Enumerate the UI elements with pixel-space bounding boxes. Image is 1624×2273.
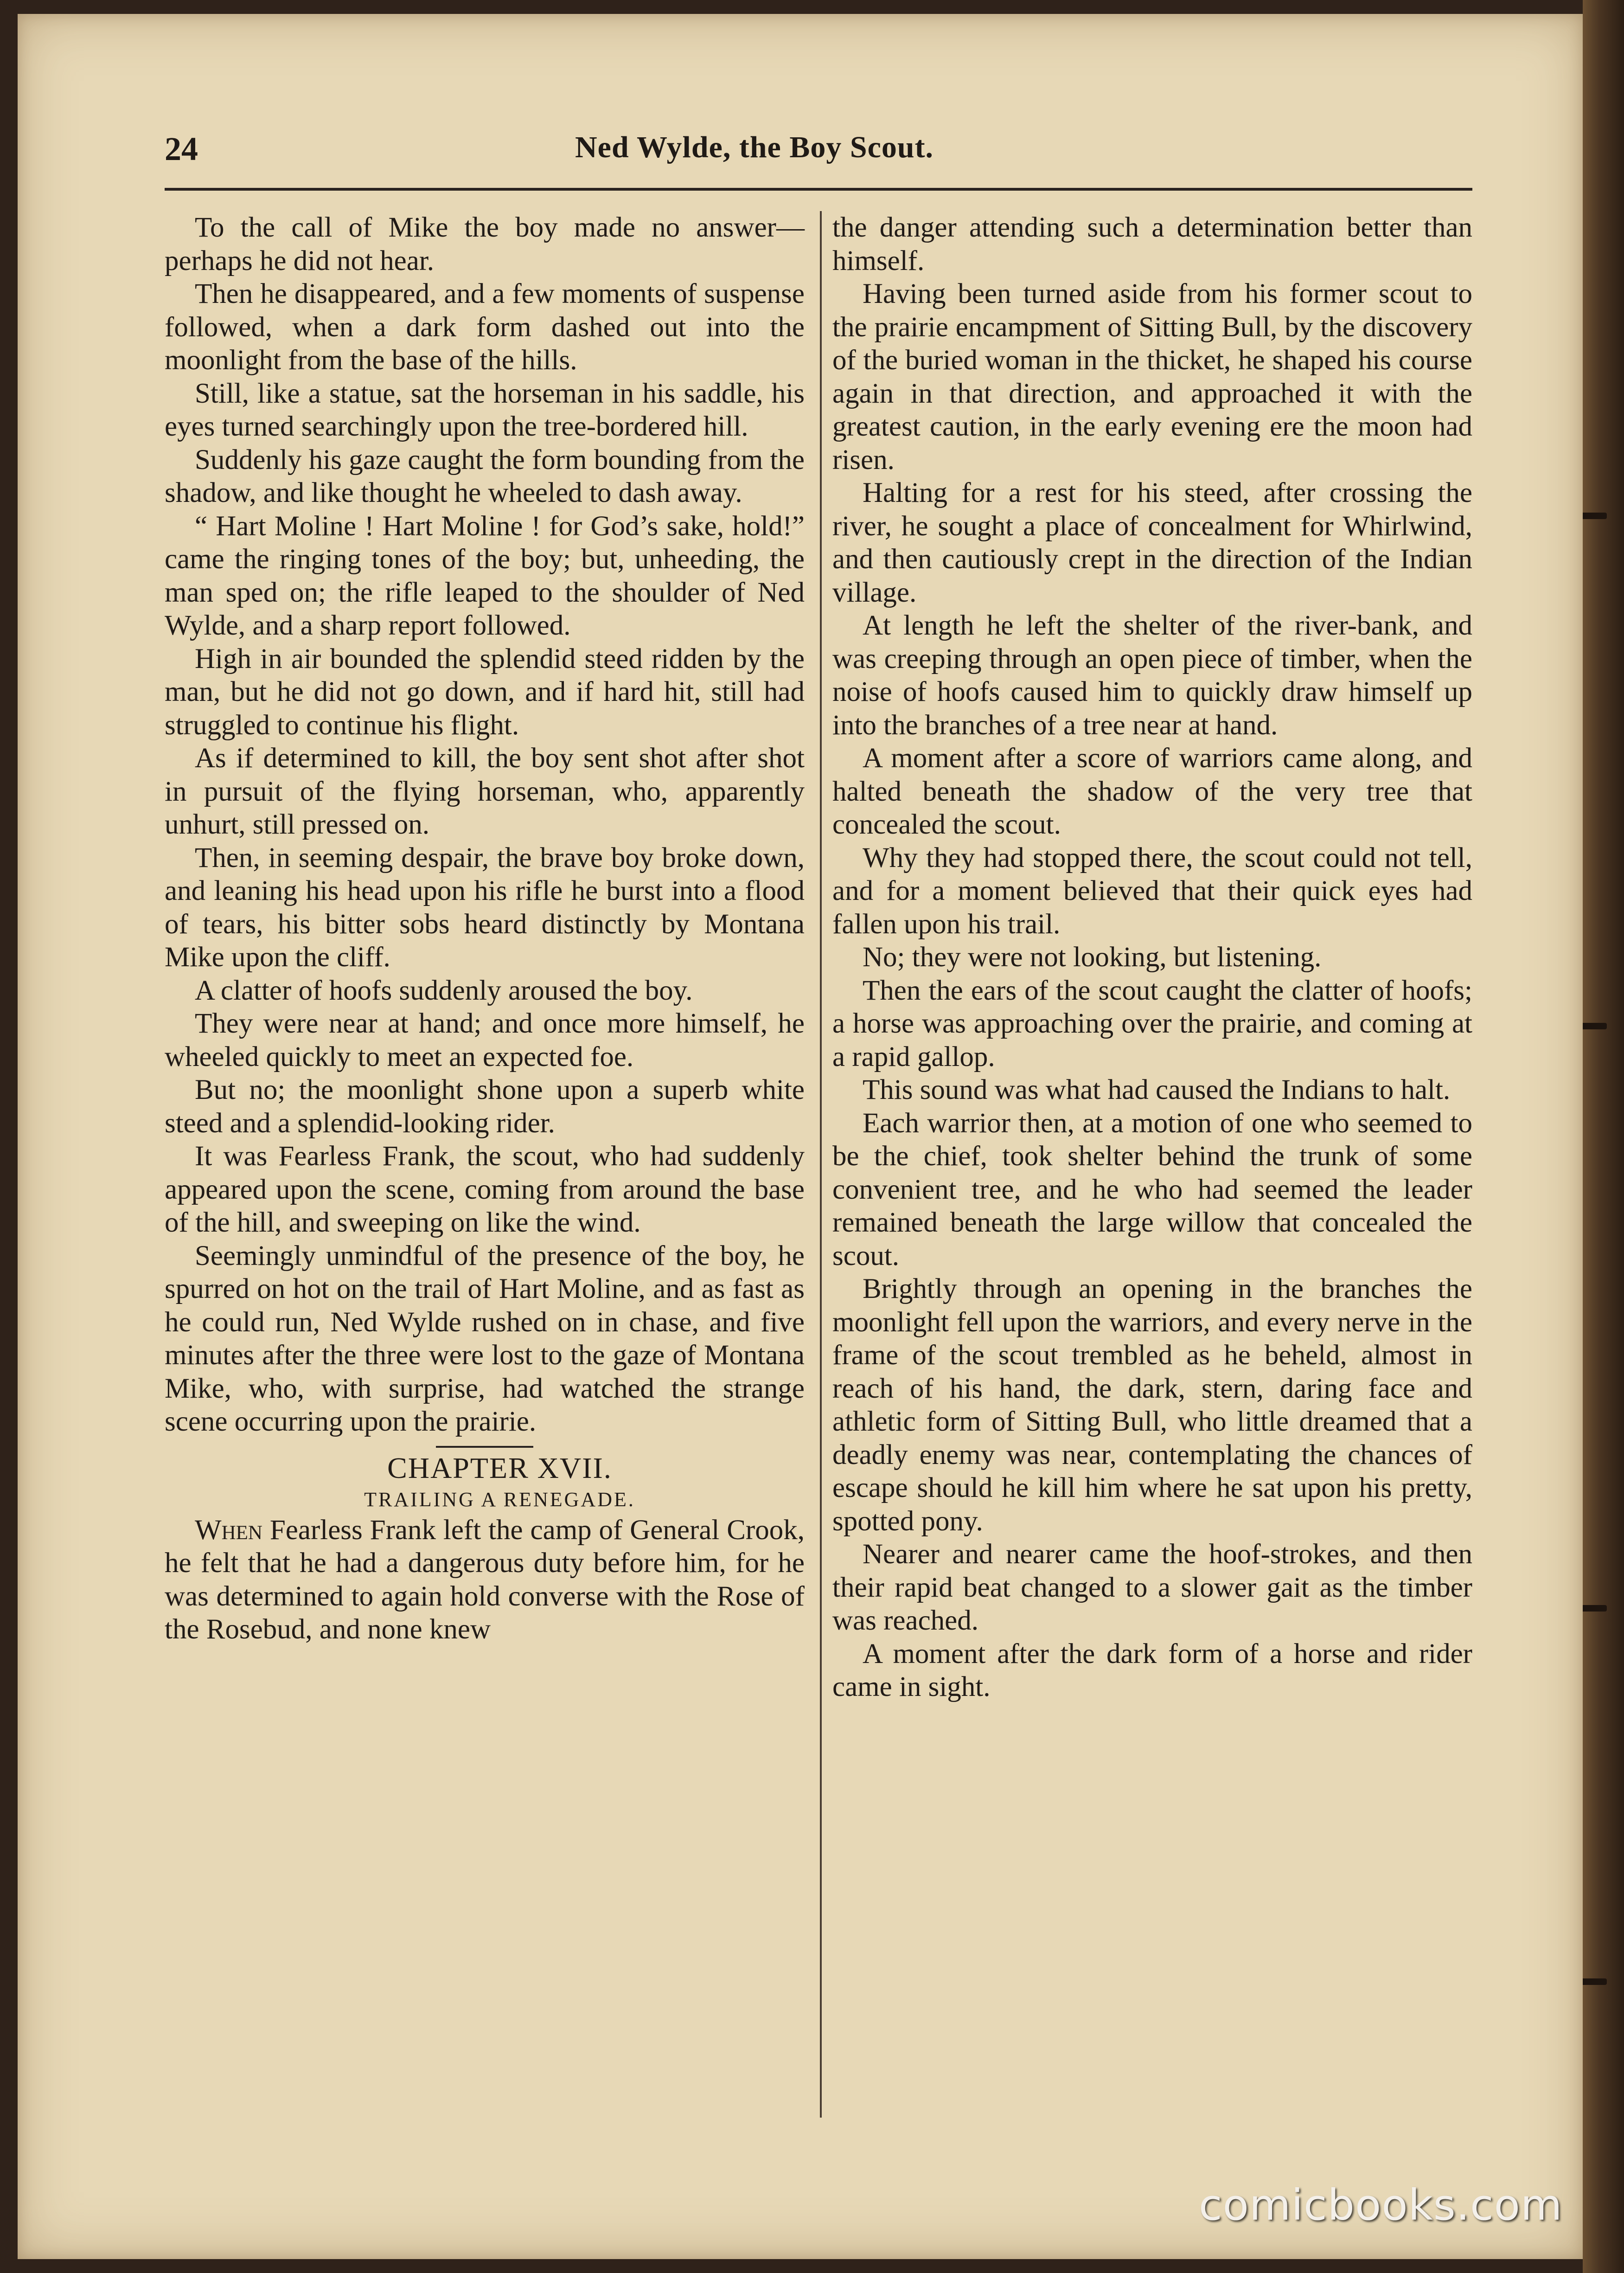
paragraph: Then, in seeming despair, the brave boy broke down, and leaning his head upon his rifle he burst into a flood of tears, his bitter sobs heard distinctly by Montana Mike upon the cliff. xyxy=(165,842,805,973)
paragraph-continuation: the danger attending such a determination better than himself. xyxy=(832,212,1472,276)
chapter-divider xyxy=(436,1446,533,1448)
paragraph: They were near at hand; and once more himself, he wheeled quickly to meet an expected foe. xyxy=(165,1008,805,1072)
page-number: 24 xyxy=(165,130,198,167)
paragraph: Halting for a rest for his steed, after crossing the river, he sought a place of concealment for Whirlwind, and then cautiously crept in the direction of the Indian village. xyxy=(832,477,1472,608)
header-rule xyxy=(165,188,1472,191)
watermark: comicbooks.com xyxy=(1199,2180,1563,2230)
paragraph: “ Hart Moline ! Hart Moline ! for God’s sake, hold!” came the ringing tones of the boy; but, unheeding, the man sped on; the rifle leaped to the shoulder of Ned Wylde, and a sharp report followed. xyxy=(165,510,805,641)
paragraph: High in air bounded the splendid steed ridden by the man, but he did not go down, and if hard hit, still had struggled to continue his flight. xyxy=(165,643,805,741)
chapter-title: CHAPTER XVII. xyxy=(387,1451,612,1484)
paragraph: Having been turned aside from his former scout to the prairie encampment of Sitting Bull, by the discovery of the buried woman in the thicket, he shaped his course again in that direction, and approached it with the greatest caution, in the early evening ere the moon had risen. xyxy=(832,278,1472,475)
paragraph: Brightly through an opening in the branches the moonlight fell upon the warriors, and every nerve in the frame of the scout trembled as he beheld, almost in reach of his hand, the dark, stern, daring face and athletic form of Sitting Bull, who little dreamed that a deadly enemy was near, contemplating the chances of escape should he kill him where he sat upon his pretty, spotted pony. xyxy=(832,1273,1472,1537)
paragraph: At length he left the shelter of the river-bank, and was creeping through an open piece of timber, when the noise of hoofs caused him to quickly draw himself up into the branches of a tree near at hand. xyxy=(832,610,1472,741)
paragraph: Suddenly his gaze caught the form bounding from the shadow, and like thought he wheeled to dash away. xyxy=(165,444,805,508)
paragraph: Nearer and nearer came the hoof-strokes, and then their rapid beat changed to a slower gait as the timber was reached. xyxy=(832,1539,1472,1636)
chapter-lead-word: When xyxy=(195,1514,262,1546)
paragraph: Then the ears of the scout caught the clatter of hoofs; a horse was approaching over the prairie, and coming at a rapid gallop. xyxy=(832,975,1472,1072)
paragraph: A moment after the dark form of a horse and rider came in sight. xyxy=(832,1638,1472,1702)
paragraph: But no; the moonlight shone upon a superb white steed and a splendid-looking rider. xyxy=(165,1074,805,1139)
paragraph: Each warrior then, at a motion of one who seemed to be the chief, took shelter behind the trunk of some convenient tree, and he who had seemed the leader remained beneath the large willow that concealed the scout. xyxy=(832,1107,1472,1271)
paragraph: No; they were not looking, but listening. xyxy=(863,942,1322,973)
chapter-opening-paragraph xyxy=(165,1514,805,1646)
left-column xyxy=(165,211,805,1646)
paragraph: Still, like a statue, sat the horseman in his saddle, his eyes turned searchingly upon the tree-bordered hill. xyxy=(165,378,805,442)
chapter-subtitle: TRAILING A RENEGADE. xyxy=(364,1488,635,1511)
right-column xyxy=(832,211,1472,1704)
paragraph: A moment after a score of warriors came along, and halted beneath the shadow of the very tree that concealed the scout. xyxy=(832,743,1472,840)
paragraph: A clatter of hoofs suddenly aroused the boy. xyxy=(195,975,693,1006)
column-divider xyxy=(820,211,822,2118)
paragraph: Why they had stopped there, the scout could not tell, and for a moment believed that their quick eyes had fallen upon his trail. xyxy=(832,842,1472,940)
paragraph: To the call of Mike the boy made no answer—perhaps he did not hear. xyxy=(165,212,805,276)
paragraph: Seemingly unmindful of the presence of the boy, he spurred on hot on the trail of Hart Moline, and as fast as he could run, Ned Wylde rushed on in chase, and five minutes after the three were lost to the gaze of Montana Mike, who, with surprise, had watched the strange scene occurring upon the prairie. xyxy=(165,1240,805,1437)
paragraph: Then he disappeared, and a few moments of suspense followed, when a dark form dashed out into the moonlight from the base of the hills. xyxy=(165,278,805,376)
chapter-opening-text: Fearless Frank left the camp of General Crook, he felt that he had a dangerous duty before him, for he was determined to again hold converse with the Rose of the Rosebud, and none knew xyxy=(165,1514,805,1645)
running-title: Ned Wylde, the Boy Scout. xyxy=(575,130,934,164)
paragraph: This sound was what had caused the Indians to halt. xyxy=(863,1074,1451,1105)
paragraph: It was Fearless Frank, the scout, who had suddenly appeared upon the scene, coming from around the base of the hill, and sweeping on like the wind. xyxy=(165,1141,805,1238)
paragraph: As if determined to kill, the boy sent shot after shot in pursuit of the flying horseman, who, apparently unhurt, still pressed on. xyxy=(165,743,805,840)
page-edge xyxy=(1583,0,1624,2273)
